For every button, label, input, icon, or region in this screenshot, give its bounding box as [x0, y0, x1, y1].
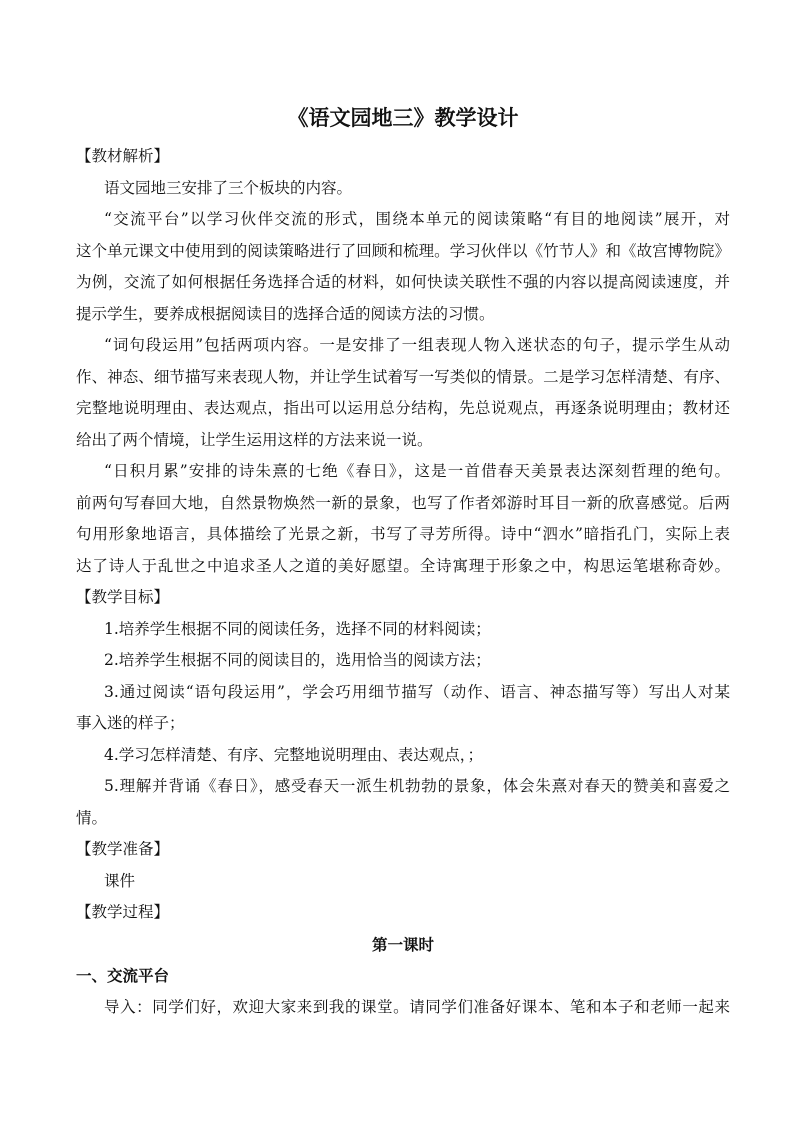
paragraph-line: “日积月累”安排的诗朱熹的七绝《春日》，这是一首借春天美景表达深刻哲理的绝句。: [104, 462, 730, 480]
paragraph-line: 句用形象地语言，具体描绘了光景之新，书写了寻芳所得。诗中“泗水”暗指孔门，实际上表: [76, 525, 730, 543]
goal-item-continued: 情。: [76, 808, 108, 827]
section-heading-preparation: 【教学准备】: [76, 840, 170, 858]
paragraph-line: 提示学生，要养成根据阅读目的选择合适的阅读方法的习惯。: [76, 304, 495, 323]
paragraph-line: “交流平台”以学习伙伴交流的形式，围绕本单元的阅读策略“有目的地阅读”展开，对: [104, 210, 730, 228]
paragraph-line: 导入：同学们好，欢迎大家来到我的课堂。请同学们准备好课本、笔和本子和老师一起来: [104, 997, 730, 1016]
paragraph-line: 达了诗人于乱世之中追求圣人之道的美好愿望。全诗寓理于形象之中，构思运笔堪称奇妙。: [76, 556, 730, 575]
goal-item: 1.培养学生根据不同的阅读任务，选择不同的材料阅读；: [104, 619, 491, 638]
section-heading-process: 【教学过程】: [76, 903, 170, 921]
paragraph-line: 这个单元课文中使用到的阅读策略进行了回顾和梳理。学习伙伴以《竹节人》和《故宫博物院》: [76, 241, 730, 260]
goal-item: 2.培养学生根据不同的阅读目的，选用恰当的阅读方法；: [104, 651, 491, 669]
paragraph-line: 作、神态、细节描写来表现人物，并让学生试着写一写类似的情景。二是学习怎样清楚、有序、: [76, 367, 730, 386]
document-title: 《语文园地三》教学设计: [287, 105, 519, 130]
goal-item: 4.学习怎样清楚、有序、完整地说明理由、表达观点，；: [104, 745, 484, 764]
paragraph-line: 给出了两个情境，让学生运用这样的方法来说一说。: [76, 430, 433, 449]
paragraph-line: 为例，交流了如何根据任务选择合适的材料，如何快读关联性不强的内容以提高阅读速度，并: [76, 273, 730, 291]
document-page: [76, 98, 730, 1023]
goal-item: 5.理解并背诵《春日》，感受春天一派生机勃勃的景象，体会朱熹对春天的赞美和喜爱之: [104, 777, 730, 795]
goal-item-continued: 事入迷的样子；: [76, 714, 185, 732]
paragraph-line: 前两句写春回大地，自然景物焕然一新的景象，也写了作者郊游时耳目一新的欣喜感觉。后两: [76, 493, 730, 512]
goal-item: 3.通过阅读“语句段运用”，学会巧用细节描写（动作、语言、神态描写等）写出人对某: [104, 682, 730, 701]
lesson-heading: 第一课时: [371, 934, 434, 954]
paragraph-line: “词句段运用”包括两项内容。一是安排了一组表现人物入迷状态的句子，提示学生从动: [104, 336, 730, 354]
paragraph-line: 完整地说明理由、表达观点，指出可以运用总分结构，先总说观点，再逐条说明理由；教材还: [76, 399, 730, 417]
section-heading-analysis: 【教材解析】: [76, 147, 170, 165]
preparation-text: 课件: [104, 871, 136, 890]
paragraph-line: 语文园地三安排了三个板块的内容。: [104, 178, 353, 197]
section-heading-goals: 【教学目标】: [76, 588, 170, 606]
part-heading: 一、交流平台: [76, 966, 170, 985]
